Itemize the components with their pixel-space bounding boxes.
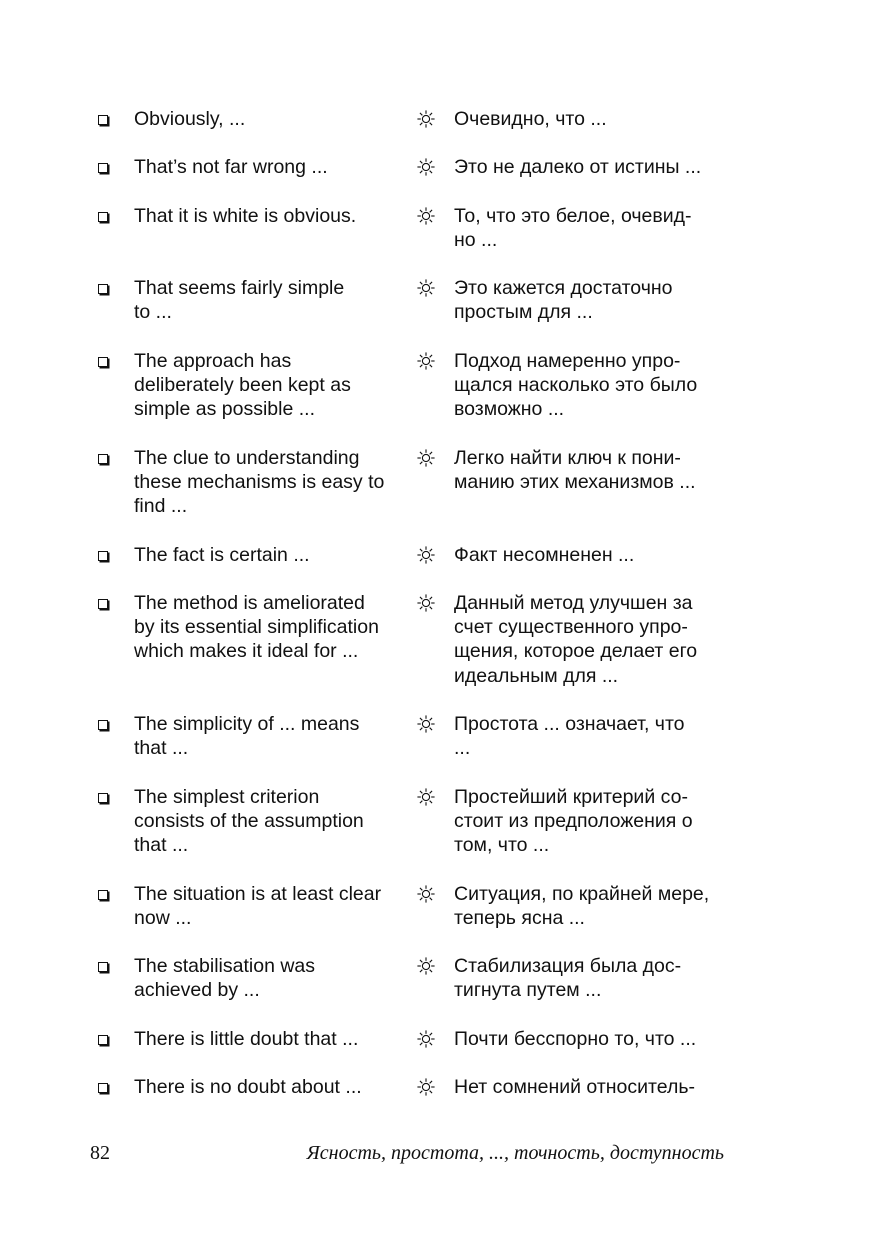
phrase-entry: [96, 107, 756, 131]
english-phrase: The fact is certain ...: [134, 543, 310, 566]
english-phrase: The situation is at least clear now ...: [134, 882, 382, 929]
sun-icon: [416, 1027, 454, 1051]
sun-icon: [416, 712, 454, 736]
checkbox-square-icon: [96, 276, 134, 300]
russian-phrase: Легко найти ключ к пони- манию этих механизмов ...: [454, 446, 696, 493]
russian-phrase: То, что это белое, очевид- но ...: [454, 204, 692, 251]
sun-icon: [416, 1075, 454, 1099]
sun-icon: [416, 591, 454, 615]
phrase-entry: [96, 954, 756, 1003]
phrase-entry: [96, 591, 756, 688]
sun-icon: [416, 785, 454, 809]
sun-icon: [416, 882, 454, 906]
russian-phrase: Очевидно, что ...: [454, 108, 607, 130]
russian-phrase: Почти бесспорно то, что ...: [454, 1027, 697, 1050]
sun-icon: [416, 276, 454, 300]
russian-phrase: Данный метод улучшен за счет существенного упро- щения, которое делает его идеальным для ...: [454, 591, 698, 687]
sun-icon: [416, 204, 454, 228]
english-phrase: There is little doubt that ...: [134, 1027, 359, 1050]
checkbox-square-icon: [96, 1027, 134, 1051]
russian-phrase: Ситуация, по крайней мере, теперь ясна ...: [454, 882, 710, 929]
checkbox-square-icon: [96, 349, 134, 373]
russian-phrase: Факт несомненен ...: [454, 543, 635, 566]
phrase-entry: [96, 204, 756, 253]
checkbox-square-icon: [96, 785, 134, 809]
phrase-entry: [96, 1027, 756, 1051]
english-phrase: The stabilisation was achieved by ...: [134, 955, 316, 1002]
phrase-entry: [96, 882, 756, 931]
sun-icon: [416, 446, 454, 470]
english-phrase: The method is ameliorated by its essential simplification which makes it ideal for ...: [134, 591, 379, 663]
english-phrase: That’s not far wrong ...: [134, 156, 328, 179]
phrase-entry: [96, 712, 756, 761]
phrase-entry: [96, 155, 756, 179]
phrase-list: [96, 107, 756, 1123]
english-phrase: That it is white is obvious.: [134, 204, 357, 227]
running-title: Ясность, простота, ..., точность, доступность: [306, 1142, 724, 1164]
phrase-entry: [96, 276, 756, 325]
english-phrase: The simplest criterion consists of the assumption that ...: [134, 785, 364, 857]
phrase-entry: [96, 785, 756, 858]
russian-phrase: Это кажется достаточно простым для ...: [454, 277, 673, 324]
phrase-entry: [96, 1075, 756, 1099]
checkbox-square-icon: [96, 712, 134, 736]
sun-icon: [416, 349, 454, 373]
russian-phrase: Подход намеренно упро- щался насколько это было возможно ...: [454, 349, 698, 421]
english-phrase: Obviously, ...: [134, 108, 246, 130]
english-phrase: The approach has deliberately been kept as simple as possible ...: [134, 349, 351, 421]
phrase-entry: [96, 446, 756, 519]
checkbox-square-icon: [96, 204, 134, 228]
phrase-entry: [96, 349, 756, 422]
sun-icon: [416, 954, 454, 978]
sun-icon: [416, 155, 454, 179]
checkbox-square-icon: [96, 954, 134, 978]
phrase-entry: [96, 543, 756, 567]
checkbox-square-icon: [96, 591, 134, 615]
english-phrase: There is no doubt about ...: [134, 1076, 362, 1099]
checkbox-square-icon: [96, 882, 134, 906]
russian-phrase: Нет сомнений относитель-: [454, 1076, 695, 1099]
checkbox-square-icon: [96, 107, 134, 131]
checkbox-square-icon: [96, 543, 134, 567]
english-phrase: That seems fairly simple to ...: [134, 277, 345, 324]
checkbox-square-icon: [96, 155, 134, 179]
page-number: 82: [90, 1142, 110, 1164]
russian-phrase: Простейший критерий со- стоит из предположения о том, что ...: [454, 785, 693, 857]
russian-phrase: Стабилизация была дос- тигнута путем ...: [454, 955, 682, 1002]
checkbox-square-icon: [96, 446, 134, 470]
sun-icon: [416, 543, 454, 567]
russian-phrase: Это не далеко от истины ...: [454, 156, 702, 179]
russian-phrase: Простота ... означает, что ...: [454, 713, 685, 760]
english-phrase: The clue to understanding these mechanisms is easy to find ...: [134, 446, 385, 518]
sun-icon: [416, 107, 454, 131]
checkbox-square-icon: [96, 1075, 134, 1099]
english-phrase: The simplicity of ... means that ...: [134, 713, 360, 760]
